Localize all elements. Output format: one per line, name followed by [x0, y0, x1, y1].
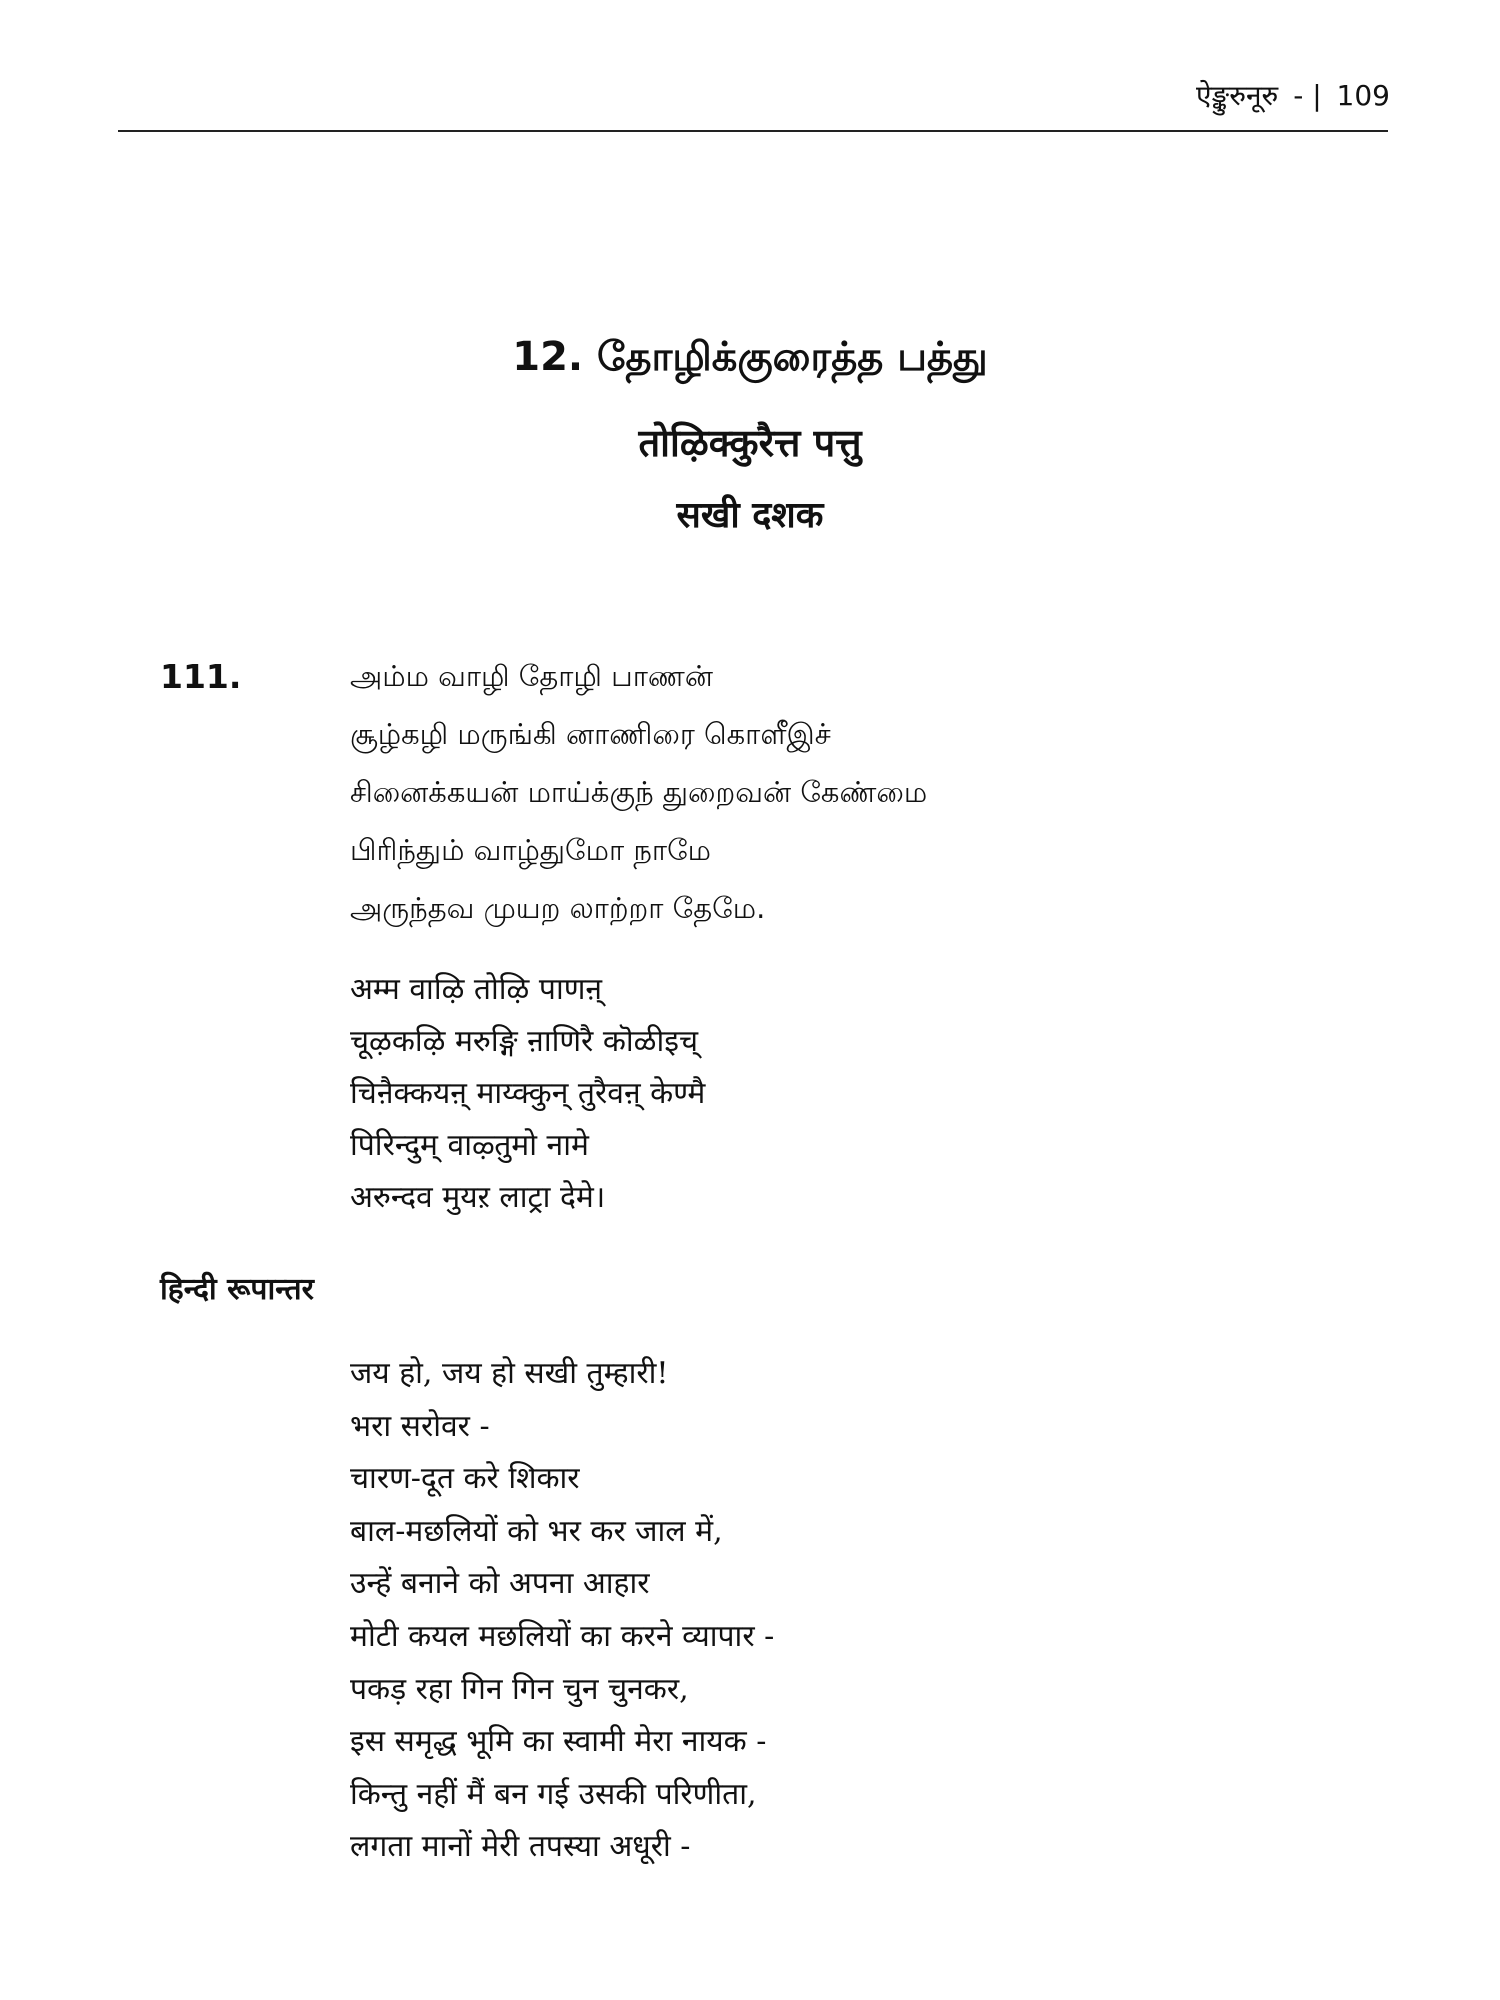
hindi-line: मोटी कयल मछलियों का करने व्यापार - [350, 1618, 775, 1654]
hindi-line: भरा सरोवर - [350, 1408, 490, 1444]
hindi-line: इस समृद्ध भूमि का स्वामी मेरा नायक - [350, 1724, 767, 1760]
verse-number: 111. [160, 657, 242, 696]
tamil-line: அம்ம வாழி தோழி பாணன் [350, 659, 713, 693]
tamil-line: அருந்தவ முயற லாற்றா தேமே. [350, 891, 766, 925]
hindi-stanza [350, 1352, 774, 1878]
transliteration-stanza [350, 968, 705, 1228]
tamil-line: பிரிந்தும் வாழ்துமோ நாமே [350, 833, 711, 867]
hindi-rendering-heading: हिन्दी रूपान्तर [160, 1272, 314, 1307]
page-number: 109 [1336, 79, 1390, 112]
running-head [1196, 78, 1390, 114]
section-title-tamil: 12. தோழிக்குரைத்த பத்து [512, 334, 988, 380]
transliteration-line: अरुन्दव मुयऱ लाट्रा देमे। [350, 1180, 606, 1215]
section-title-devanagari: तोऴिक्कुरैत्त पत्तु [638, 421, 862, 465]
tamil-line: சினைக்கயன் மாய்க்குந் துறைவன் கேண்மை [350, 775, 928, 809]
hindi-line: पकड़ रहा गिन गिन चुन चुनकर, [350, 1671, 689, 1707]
transliteration-line: अम्म वाऴि तोऴि पाणऩ् [350, 972, 603, 1007]
running-head-separator: - | [1293, 79, 1322, 112]
hindi-line: बाल-मछलियों को भर कर जाल में, [350, 1513, 723, 1549]
tamil-stanza [350, 654, 927, 944]
section-title-hindi: सखी दशक [676, 495, 824, 536]
hindi-line: चारण-दूत करे शिकार [350, 1461, 580, 1497]
transliteration-line: चिऩैक्कयऩ् माय्क्कुन् तुरैवऩ् केण्मै [350, 1076, 706, 1111]
header-rule [118, 130, 1388, 132]
hindi-line: किन्तु नहीं मैं बन गई उसकी परिणीता, [350, 1776, 757, 1812]
running-head-book-title: ऐङ्कुरुनूरु [1196, 79, 1279, 112]
tamil-line: சூழ்கழி மருங்கி னாணிரை கொளீஇச் [350, 717, 831, 751]
hindi-line: उन्हें बनाने को अपना आहार [350, 1566, 650, 1602]
hindi-line: जय हो, जय हो सखी तुम्हारी! [350, 1356, 669, 1391]
transliteration-line: चूऴकऴि मरुङ्गि ऩाणिरै कॊळीइच् [350, 1024, 699, 1059]
hindi-line: लगता मानों मेरी तपस्या अधूरी - [350, 1829, 691, 1865]
transliteration-line: पिरिन्दुम् वाऴ्तुमो नामे [350, 1128, 589, 1163]
